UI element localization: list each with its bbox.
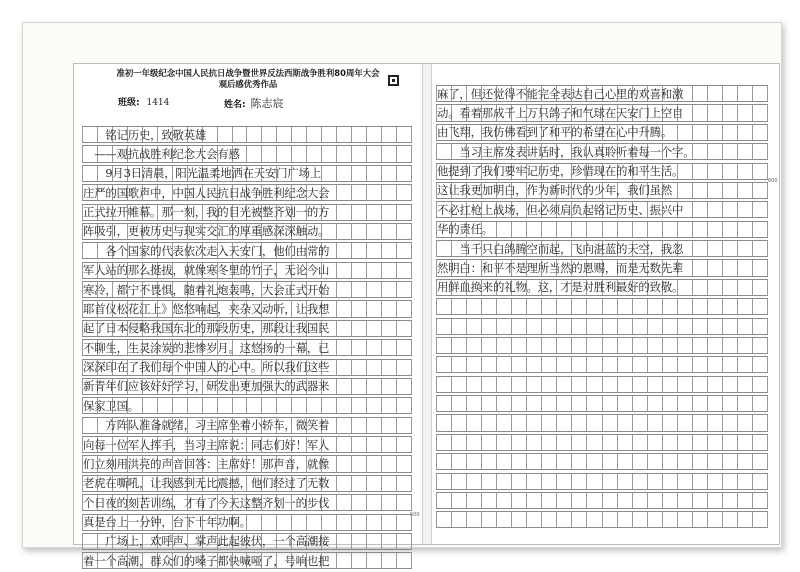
grid-row [82, 320, 412, 337]
essay-line: 9月3日清晨，阳光温柔地洒在天安门广场上 [83, 166, 321, 181]
grid-row [436, 143, 768, 160]
essay-line: 广场上，欢呼声、掌声此起彼伏，一个高潮接 [83, 534, 330, 549]
essay-line: 寒冷，都宁不畏惧，随着礼炮轰鸣，大会正式开始 [83, 282, 330, 297]
essay-line: 不必扛枪上战场，但必须肩负起铭记历史、振兴中 [437, 202, 684, 217]
grid-row [82, 514, 412, 531]
essay-line [436, 357, 768, 372]
essay-sheet [73, 63, 780, 568]
grid-row [436, 395, 768, 412]
essay-line [436, 338, 768, 353]
essay-line: 深深印在了我们每个中国人的心中。所以我们这些 [83, 360, 330, 375]
grid-row [436, 182, 768, 199]
essay-line [436, 435, 768, 450]
essay-line: 当习主席发表讲话时，我认真聆听着每一个字。 [437, 144, 695, 159]
grid-row [436, 434, 768, 451]
essay-line [436, 474, 768, 489]
grid-row [436, 259, 768, 276]
header-subtitle: 观后感优秀作品 [218, 79, 278, 89]
grid-row [82, 533, 412, 550]
essay-line: 个日夜的刻苦训练，才有了今天这整齐划一的步伐 [83, 495, 330, 510]
grid-row [436, 414, 768, 431]
essay-line: 耶首仪松花江上》悠悠响起，夹杂又动听，让我想 [83, 301, 330, 316]
essay-line [436, 454, 768, 469]
essay-line: 新青年们应该好好学习，研发出更加强大的武器来 [83, 379, 330, 394]
grid-row [82, 359, 412, 376]
page-mark: 600 [768, 178, 778, 184]
qr-code-icon [388, 75, 399, 86]
left-page [74, 64, 422, 568]
grid-row [82, 552, 412, 569]
essay-header [74, 68, 422, 90]
essay-line: 麻了，但还觉得不能完全表达自己心里的欢喜和激 [437, 86, 684, 101]
essay-line [436, 299, 768, 314]
grid-row [82, 378, 412, 395]
grid-row [436, 492, 768, 509]
right-page [430, 64, 779, 544]
grid-row [82, 204, 412, 221]
essay-line [436, 319, 768, 334]
grid-row [436, 511, 768, 528]
essay-line: 着一个高潮，群众们的嗓子都快喊哑了，号响也把 [83, 553, 330, 568]
essay-line: 方阵队准备就绪，习主席坐着小轿车，微笑着 [83, 418, 330, 433]
grid-row [436, 221, 768, 238]
grid-row [82, 339, 412, 356]
grid-row [436, 453, 768, 470]
grid-row [82, 242, 412, 259]
essay-line [436, 493, 768, 508]
class-label: 班级: [118, 98, 140, 108]
grid-row [436, 279, 768, 296]
grid-row [82, 436, 412, 453]
grid-row [436, 356, 768, 373]
grid-row [82, 223, 412, 240]
page-mark: 500 [410, 512, 420, 518]
name-value: 陈志宸 [250, 97, 284, 110]
essay-line: 庄严的国歌声中，中国人民抗日战争胜利纪念大会 [83, 185, 330, 200]
grid-row [82, 165, 412, 182]
essay-line: 们立刻用洪亮的声音回答：主席好！那声音，就像 [83, 456, 330, 471]
name-info [224, 95, 283, 111]
name-label: 姓名: [224, 100, 246, 110]
header-title: 准初一年级纪念中国人民抗日战争暨世界反法西斯战争胜利80周年大会 [116, 68, 380, 78]
grid-row [436, 163, 768, 180]
grid-row [436, 104, 768, 121]
essay-line: 当千只白鸽腾空而起，飞向湛蓝的天空，我忽 [437, 241, 684, 256]
essay-line: 用鲜血换来的礼物。这，才是对胜利最好的致敬。 [437, 280, 684, 295]
essay-line [436, 377, 768, 392]
grid-row [82, 300, 412, 317]
grid-row [82, 417, 412, 434]
essay-line: 正式拉开帷幕。那一刻，我的目光被整齐划一的方 [83, 205, 330, 220]
document-frame [22, 22, 782, 568]
essay-line: 真是台上一分钟，台下十年功啊。 [83, 515, 251, 530]
essay-line [436, 415, 768, 430]
essay-line [436, 396, 768, 411]
grid-row [436, 298, 768, 315]
grid-row [82, 475, 412, 492]
grid-row [436, 376, 768, 393]
grid-row [82, 126, 412, 143]
essay-line: 由飞翔，我仿佛看到了和平的希望在心中升腾。 [437, 125, 673, 140]
grid-row [436, 318, 768, 335]
grid-row [82, 494, 412, 511]
essay-line: 老虎在嘶吼，让我感到无比震撼，他们经过了无数 [83, 476, 330, 491]
essay-line: 铭记历史，致敬英雄 [83, 127, 207, 142]
grid-row [82, 145, 412, 162]
essay-line: 保家卫国。 [83, 398, 139, 413]
essay-line: 向每一位军人挥手，当习主席说：同志们好！军人 [83, 437, 330, 452]
grid-row [436, 240, 768, 257]
grid-row [82, 184, 412, 201]
essay-line [436, 512, 768, 527]
essay-line: 不聊生，生灵涂炭的悲惨岁月。这悠扬的一幕，已 [83, 340, 330, 355]
essay-line: ——观抗战胜利纪念大会有感 [83, 146, 240, 161]
essay-line: 华的责任。 [437, 222, 493, 237]
essay-line: 阵吸引，更被历史与现实交汇的厚重感深深触动。 [83, 224, 330, 239]
grid-row [82, 281, 412, 298]
grid-row [436, 124, 768, 141]
grid-row [82, 397, 412, 414]
class-value: 1414 [146, 98, 170, 108]
essay-line: 这让我更加明白，作为新时代的少年，我们虽然 [437, 183, 673, 198]
essay-line: 他提到了我们要牢记历史，珍惜现在的和平生活。 [437, 164, 684, 179]
grid-row [82, 262, 412, 279]
essay-line: 然明白：和平不是理所当然的恩赐，而是无数先辈 [437, 260, 684, 275]
left-writing-grid [82, 126, 412, 572]
grid-row [436, 201, 768, 218]
grid-row [82, 455, 412, 472]
class-info [118, 95, 169, 108]
grid-row [436, 473, 768, 490]
essay-line: 起了日本侵略我国东北的那段历史，那段让我国民 [83, 321, 330, 336]
essay-line: 动。看着那成千上万只鸽子和气球在天安门上空自 [437, 105, 684, 120]
essay-line: 军人站的那么挺拔，就像寒冬里的竹子，无论今山 [83, 263, 330, 278]
right-writing-grid [436, 85, 768, 531]
essay-line: 各个国家的代表依次走入天安门，他们由常的 [83, 243, 330, 258]
grid-row [436, 337, 768, 354]
grid-row [436, 85, 768, 102]
